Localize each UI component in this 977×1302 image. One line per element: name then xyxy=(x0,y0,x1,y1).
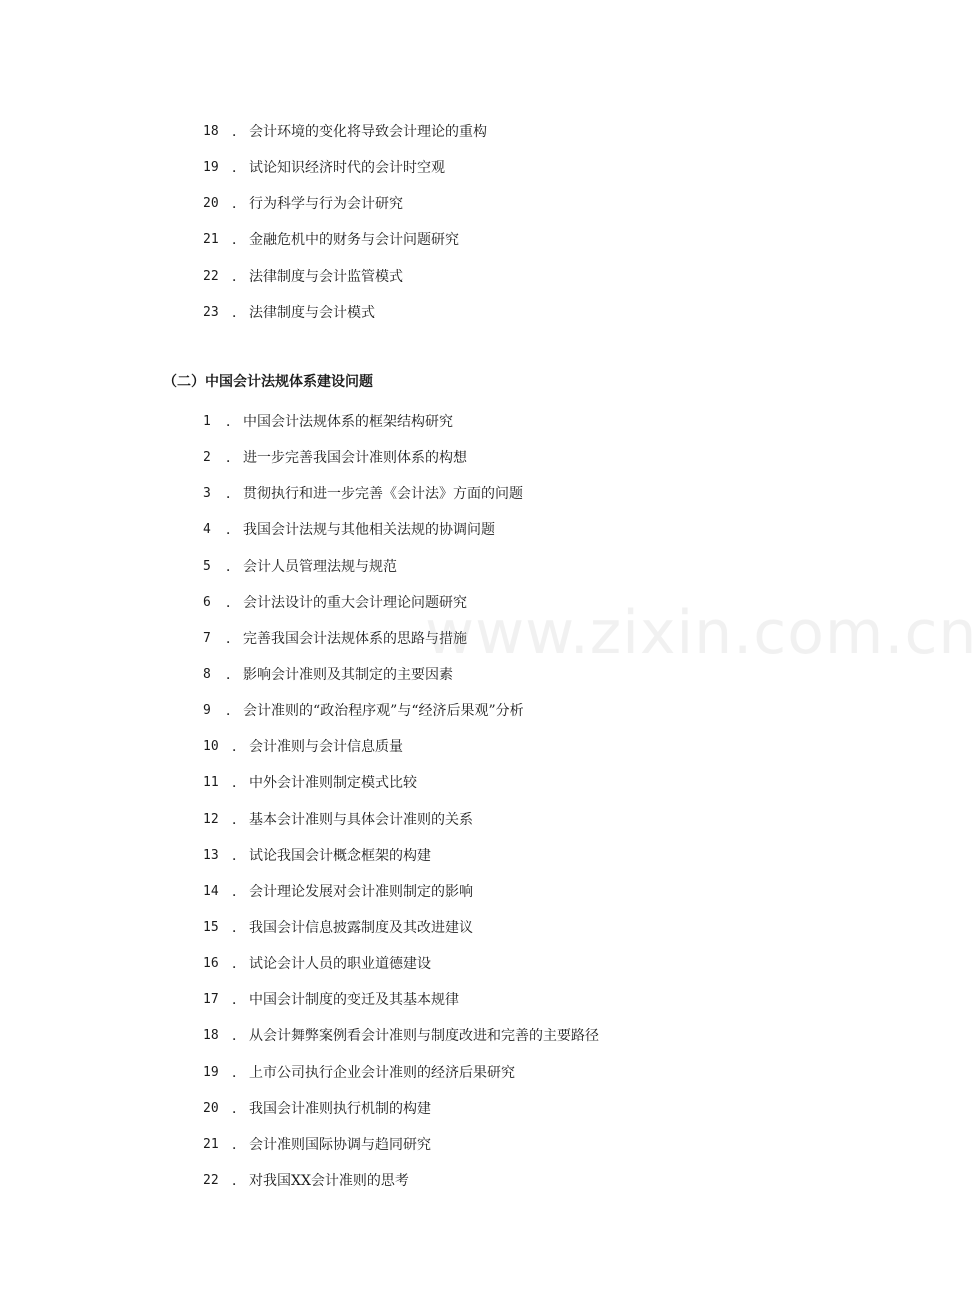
item-number: 20 xyxy=(203,1100,219,1116)
item-text: 会计准则的“政治程序观”与“经济后果观”分析 xyxy=(243,703,524,720)
item-number: 2 xyxy=(203,450,211,466)
list-item xyxy=(203,549,599,585)
list-item xyxy=(203,729,599,765)
list-item xyxy=(203,1055,599,1091)
item-separator: ． xyxy=(232,232,246,249)
item-separator: ． xyxy=(226,630,240,647)
list-item xyxy=(203,874,599,910)
item-number: 5 xyxy=(203,558,211,574)
item-number: 12 xyxy=(203,811,219,827)
item-text: 完善我国会计法规体系的思路与措施 xyxy=(243,630,467,647)
list-item xyxy=(203,259,487,295)
item-separator: ． xyxy=(232,124,246,141)
list-item xyxy=(203,1163,599,1199)
item-separator: ． xyxy=(226,414,240,431)
item-text: 对我国XX会计准则的思考 xyxy=(249,1173,409,1190)
item-number: 23 xyxy=(203,304,219,320)
list-item xyxy=(203,186,487,222)
list-item xyxy=(203,114,487,150)
item-separator: ． xyxy=(232,268,246,285)
list-item xyxy=(203,621,599,657)
item-text: 上市公司执行企业会计准则的经济后果研究 xyxy=(249,1064,515,1081)
item-number: 16 xyxy=(203,956,219,972)
item-number: 20 xyxy=(203,196,219,212)
item-text: 基本会计准则与具体会计准则的关系 xyxy=(249,811,473,828)
item-number: 1 xyxy=(203,414,211,430)
item-text: 进一步完善我国会计准则体系的构想 xyxy=(243,450,467,467)
item-separator: ． xyxy=(226,594,240,611)
list-item xyxy=(203,910,599,946)
item-number: 8 xyxy=(203,667,211,683)
item-separator: ． xyxy=(226,703,240,720)
item-number: 7 xyxy=(203,630,211,646)
item-text: 试论我国会计概念框架的构建 xyxy=(249,847,431,864)
item-number: 11 xyxy=(203,775,219,791)
item-separator: ． xyxy=(232,196,246,213)
item-number: 17 xyxy=(203,992,219,1008)
list-item xyxy=(203,222,487,258)
list-item xyxy=(203,295,487,331)
list-item xyxy=(203,693,599,729)
list-item xyxy=(203,512,599,548)
item-separator: ． xyxy=(232,883,246,900)
item-separator: ． xyxy=(232,1136,246,1153)
item-text: 试论知识经济时代的会计时空观 xyxy=(249,160,445,177)
list-item xyxy=(203,765,599,801)
item-separator: ． xyxy=(232,304,246,321)
list-item xyxy=(203,982,599,1018)
item-separator: ． xyxy=(232,1064,246,1081)
item-text: 会计环境的变化将导致会计理论的重构 xyxy=(249,124,487,141)
item-number: 18 xyxy=(203,124,219,140)
item-text: 会计法设计的重大会计理论问题研究 xyxy=(243,594,467,611)
item-number: 22 xyxy=(203,268,219,284)
list-item xyxy=(203,838,599,874)
item-text: 中国会计法规体系的框架结构研究 xyxy=(243,414,453,431)
section-heading: （二）中国会计法规体系建设问题 xyxy=(163,374,373,390)
item-text: 会计理论发展对会计准则制定的影响 xyxy=(249,883,473,900)
item-number: 13 xyxy=(203,847,219,863)
topic-list-continued xyxy=(203,114,487,331)
item-text: 会计准则国际协调与趋同研究 xyxy=(249,1136,431,1153)
item-number: 19 xyxy=(203,160,219,176)
item-separator: ． xyxy=(226,667,240,684)
item-text: 法律制度与会计模式 xyxy=(249,304,375,321)
item-number: 19 xyxy=(203,1064,219,1080)
item-separator: ． xyxy=(226,522,240,539)
item-text: 从会计舞弊案例看会计准则与制度改进和完善的主要路径 xyxy=(249,1028,599,1045)
list-item xyxy=(203,1127,599,1163)
item-separator: ． xyxy=(232,739,246,756)
list-item xyxy=(203,150,487,186)
item-separator: ． xyxy=(232,920,246,937)
list-item xyxy=(203,476,599,512)
item-separator: ． xyxy=(226,486,240,503)
item-text: 法律制度与会计监管模式 xyxy=(249,268,403,285)
item-number: 6 xyxy=(203,594,211,610)
item-number: 4 xyxy=(203,522,211,538)
item-number: 14 xyxy=(203,883,219,899)
item-text: 贯彻执行和进一步完善《会计法》方面的问题 xyxy=(243,486,523,503)
item-separator: ． xyxy=(232,775,246,792)
item-separator: ． xyxy=(232,811,246,828)
item-separator: ． xyxy=(232,1173,246,1190)
item-number: 21 xyxy=(203,1136,219,1152)
list-item xyxy=(203,1091,599,1127)
item-number: 15 xyxy=(203,920,219,936)
item-text: 影响会计准则及其制定的主要因素 xyxy=(243,667,453,684)
item-separator: ． xyxy=(232,1028,246,1045)
item-number: 22 xyxy=(203,1173,219,1189)
item-text: 我国会计信息披露制度及其改进建议 xyxy=(249,920,473,937)
list-item xyxy=(203,802,599,838)
item-text: 我国会计准则执行机制的构建 xyxy=(249,1100,431,1117)
item-number: 10 xyxy=(203,739,219,755)
watermark: www.zixin.com.cn xyxy=(425,598,977,668)
item-text: 金融危机中的财务与会计问题研究 xyxy=(249,232,459,249)
item-number: 21 xyxy=(203,232,219,248)
item-number: 18 xyxy=(203,1028,219,1044)
item-separator: ． xyxy=(232,160,246,177)
list-item xyxy=(203,440,599,476)
item-text: 行为科学与行为会计研究 xyxy=(249,196,403,213)
item-text: 试论会计人员的职业道德建设 xyxy=(249,956,431,973)
item-text: 会计准则与会计信息质量 xyxy=(249,739,403,756)
item-separator: ． xyxy=(226,450,240,467)
item-text: 中国会计制度的变迁及其基本规律 xyxy=(249,992,459,1009)
item-separator: ． xyxy=(232,956,246,973)
item-text: 会计人员管理法规与规范 xyxy=(243,558,397,575)
item-separator: ． xyxy=(232,1100,246,1117)
list-item xyxy=(203,657,599,693)
item-separator: ． xyxy=(226,558,240,575)
list-item xyxy=(203,946,599,982)
list-item xyxy=(203,585,599,621)
item-number: 9 xyxy=(203,703,211,719)
item-number: 3 xyxy=(203,486,211,502)
list-item xyxy=(203,404,599,440)
item-text: 中外会计准则制定模式比较 xyxy=(249,775,417,792)
list-item xyxy=(203,1018,599,1054)
item-separator: ． xyxy=(232,992,246,1009)
topic-list-legal-system xyxy=(203,404,599,1199)
item-text: 我国会计法规与其他相关法规的协调问题 xyxy=(243,522,495,539)
item-separator: ． xyxy=(232,847,246,864)
